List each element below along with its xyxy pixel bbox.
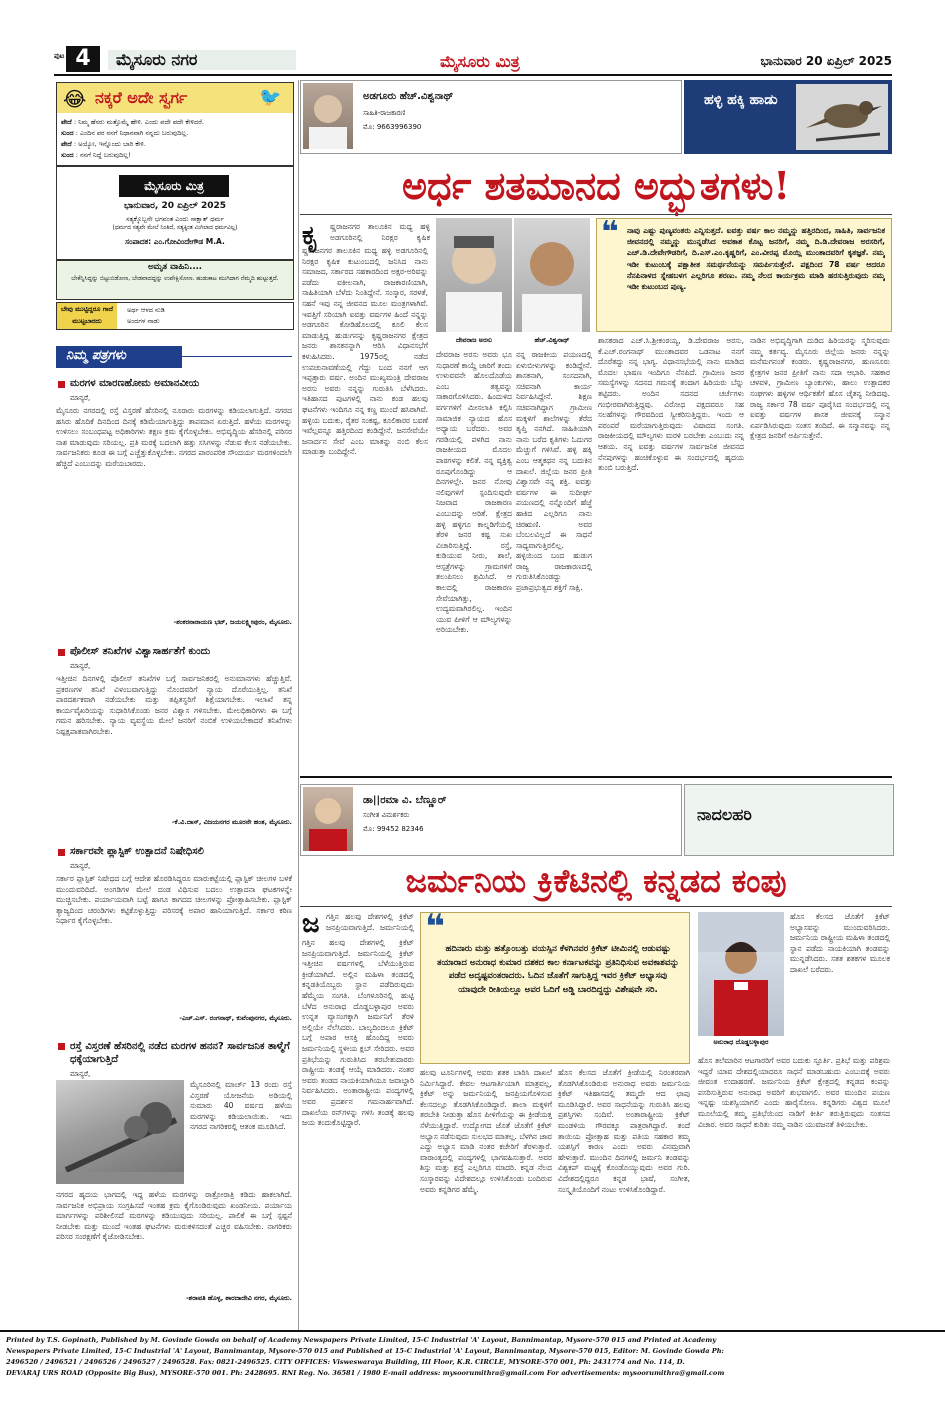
article1-photo-right bbox=[514, 218, 590, 332]
dialogue-line: ಸುಂದ : ನನಗೆ ನಿದ್ದೆ ಬರುವುದಿಲ್ಲ! bbox=[61, 151, 131, 159]
letter-body: ಸರ್ಕಾರ ಪ್ಲಾಸ್ಟಿಕ್ ನಿಷೇಧದ ಬಗ್ಗೆ ಆದೇಶ ಹೊರಡಿಸಿದ್ದರೂ ಮಾರುಕಟ್ಟೆಯಲ್ಲಿ ಪ್ಲಾಸ್ಟಿಕ್ ಚೀಲಗಳ ಬಳಕೆ ಮುಂದುವರಿದಿದೆ. ಅಂಗಡಿಗಳ ಮೇಲೆ ದಂಡ ವಿಧಿಸುವ ಬದಲು ಉತ್ಪಾದನಾ ಘಟಕಗಳನ್ನೇ ಮುಚ್ಚಿಸಬೇಕು. ಪರ್ಯಾಯವಾಗಿ ಬಟ್ಟೆ ಹಾಗೂ ಕಾಗದದ ಚೀಲಗಳನ್ನು ಪ್ರೋತ್ಸಾಹಿಸಬೇಕು. ಪ್ಲಾಸ್ಟಿಕ್ ತ್ಯಾಜ್ಯದಿಂದ ಚರಂಡಿಗಳು ಕಟ್ಟಿಕೊಳ್ಳುತ್ತಿದ್ದು ಪರಿಸರಕ್ಕೆ ಅಪಾರ ಹಾನಿಯಾಗುತ್ತಿದೆ. ಸರ್ಕಾರ ಕಠಿಣ ನಿರ್ಧಾರ ಕೈಗೊಳ್ಳಬೇಕು. bbox=[56, 874, 292, 926]
proverb-right-1: ಅರ್ಥ ಆಳದ ನುಡಿ bbox=[127, 306, 165, 314]
pullquote-text: ಹದಿನಾರು ಮತ್ತು ಹತ್ತೊಂಬತ್ತು ವಯಸ್ಸಿನ ಕೆಳಗಿನವರ ಕ್ರಿಕೆಟ್ ಟೀಮಿನಲ್ಲಿ ಆಡುವಷ್ಟು ತಯಾರಾದ ಅನುರಾಧ ಕುಮಾರ ದಶಕದ ಕಾಲ ಕರ್ನಾಟಕವನ್ನು ಪ್ರತಿನಿಧಿಸುವ ಅವಕಾಶವನ್ನು ಪಡೆದ ಅದೃಷ್ಟವಂತರಾದರು. ಓದಿನ ಜೊತೆಗೆ ಸಾಗುತ್ತಿದ್ದ ಇವರ ಕ್ರಿಕೆಟ್ ಅಭ್ಯಾಸವು ಯಾವುದೇ ರೀತಿಯಲ್ಲೂ ಅವರ ಓದಿಗೆ ಅಡ್ಡಿ ಬಾರದಿದ್ದದ್ದು ವಿಶೇಷವೇ ಸರಿ. bbox=[436, 944, 680, 995]
article1-col1-cont: ಷ್ಣರಾಜನಗರ ತಾಲೂಕಿನ ಮಧ್ಯ ಹಳ್ಳಿ ಅಡಗೂರಿನಲ್ಲಿ ನಿರಕ್ಷರ ಕೃಷಿಕ ಕುಟುಂಬದಲ್ಲಿ ಜನಿಸಿದ ನಾನು ಸಮಾಜದ, ಸರ್ಕಾರದ ಸಹಕಾರದಿಂದ ಅಕ್ಷರ-ಅರಿವನ್ನು ಪಡೆದು ವಕೀಲನಾಗಿ, ರಾಜಕಾರಣಿಯಾಗಿ, ಸಾಹಿತಿಯಾಗಿ ಬೆಳೆದು ನಿಂತಿದ್ದೇನೆ. ಸಂಸ್ಕಾರ, ಸರಳತೆ, ಸಹನೆ ಇವು ನನ್ನ ಜೀವನದ ಮೂಲ ಮಂತ್ರಗಳಾಗಿವೆ. ಇವತ್ತಿಗೆ ಸರಿಯಾಗಿ ಐವತ್ತು ವರ್ಷಗಳ ಹಿಂದೆ ನನ್ನನ್ನು ಅಡಗೂರಿನ ಕೋಡಿಹೊಲದಲ್ಲಿ ಕೂಲಿ ಕೆಲಸ ಮಾಡುತ್ತಿದ್ದ ಹುಡುಗನನ್ನು ಕೃಷ್ಣರಾಜನಗರ ಕ್ಷೇತ್ರದ ಜನರು ಶಾಸಕನನ್ನಾಗಿ ಆರಿಸಿ ವಿಧಾನಸಭೆಗೆ ಕಳುಹಿಸಿದರು. 1975ರಲ್ಲಿ ನಡೆದ ಉಪಚುನಾವಣೆಯಲ್ಲಿ ಗೆದ್ದು ಬಂದ ನನಗೆ ಆಗ ಇಪ್ಪತ್ತಾರು ವರ್ಷ. ಅಂದಿನ ಮುಖ್ಯಮಂತ್ರಿ ದೇವರಾಜ ಅರಸು ಅವರು ನನ್ನನ್ನು ಗುರುತಿಸಿ ಬೆಳೆಸಿದರು. ಇತಿಹಾಸದ ಪುಟಗಳಲ್ಲಿ ನಾನು ಕಂಡ ಹಲವು ಘಟನೆಗಳು ಇಂದಿಗೂ ನನ್ನ ಕಣ್ಣ ಮುಂದೆ ಹಸಿರಾಗಿವೆ. ಹಳ್ಳಿಯ ಬದುಕು, ರೈತರ ಸಂಕಷ್ಟ, ಕೂಲಿಕಾರರ ಬವಣೆ ಇವೆಲ್ಲವನ್ನೂ ಹತ್ತಿರದಿಂದ ಕಂಡಿದ್ದೇನೆ. ಜನಸೇವೆಯೇ ಜನಾರ್ದನ ಸೇವೆ ಎಂಬ ಮಾತನ್ನು ನಂಬಿ ಕೆಲಸ ಮಾಡುತ್ತಾ ಬಂದಿದ್ದೇನೆ. bbox=[302, 246, 428, 457]
byline-role: ಸಾಹಿತಿ-ರಾಜಕಾರಣಿ bbox=[363, 109, 406, 117]
pullquote-text: ನಾವು ಎಷ್ಟು ಪುಣ್ಯವಂತರು ಎನ್ನಿಸುತ್ತದೆ. ಐವತ್ತು ವರ್ಷ ಕಾಲ ನಮ್ಮನ್ನು ಹತ್ತಿರದಿಂದ, ಸಾಹಿತಿ, ಸಾರ್ವಜನಿಕ ಜೀವನದಲ್ಲಿ ನಮ್ಮನ್ನು ಮುನ್ನಡೆಸಿದ ಅವಕಾಶ ಕೊಟ್ಟ ಜನರಿಗೆ, ನಮ್ಮ ದಿ.ಡಿ.ದೇವರಾಜ ಅರಸರಿಗೆ, ಎಚ್.ಡಿ.ದೇವೇಗೌಡರಿಗೆ, ದಿ.ಎಸ್.ಎಂ.ಕೃಷ್ಣರಿಗೆ, ಎಂ.ವೀರಪ್ಪ ಮೊಯ್ಲಿ ಮುಂತಾದವರಿಗೆ ಕೃತಜ್ಞತೆ. ನಮ್ಮ ಇಡೀ ಕುಟುಂಬಕ್ಕೆ ಪಕ್ಷಾತೀತ ಸಮರ್ಥನೆಯನ್ನು ಸಮರ್ಪಿಸುತ್ತೇನೆ. ಪಕ್ಷದಿಂದ 78 ವರ್ಷ ಆದರೂ ನೆನಪಿನಾಳದ ಸ್ನೇಹಬಳಗ ಎಲ್ಲರಿಗೂ ಶರಣು. ನಮ್ಮ ನೆಲದ ಕಾರ್ಯಕ್ರಮ ಮಾಡಿ ಹರಸುತ್ತಿರುವುದು ನಮ್ಮ ಇಡೀ ಕುಟುಂಬದ ಪುಣ್ಯ. bbox=[627, 226, 885, 292]
paper-logo: ಮೈಸೂರು ಮಿತ್ರ bbox=[440, 52, 520, 71]
dialogue-line: ಸುಂದ : ಎಂದಿನ ಪರ ನನಗೆ ನಿಧಾನವಾಗಿ ನನ್ನದು ಬರುವುದಿಲ್ಲ. bbox=[61, 129, 189, 137]
fallen-tree-illustration bbox=[56, 1080, 184, 1184]
article2-col4: ಹೊಸ ತಲೆಮಾರಿನ ಆಟಗಾರರಿಗೆ ಅವರ ಬದುಕು ಸ್ಫೂರ್ತಿ. ಪ್ರತಿಭೆ ಮತ್ತು ಪರಿಶ್ರಮ ಇದ್ದರೆ ಯಾವ ದೇಶದಲ್ಲಿಯಾದರೂ ಸಾಧನೆ ಮಾಡಬಹುದು ಎಂಬುದಕ್ಕೆ ಅವರು ಜೀವಂತ ಉದಾಹರಣೆ. ಜರ್ಮನಿಯ ಕ್ರಿಕೆಟ್ ಕ್ಷೇತ್ರದಲ್ಲಿ ಕನ್ನಡದ ಕಂಪನ್ನು ಪಸರಿಸುತ್ತಿರುವ ಅನುರಾಧ ಅವರಿಗೆ ಶುಭವಾಗಲಿ. ಅವರ ಮುಂದಿನ ಪಯಣ ಇನ್ನಷ್ಟು ಯಶಸ್ವಿಯಾಗಲಿ ಎಂದು ಹಾರೈಸೋಣ. ಕನ್ನಡಿಗರು ವಿಶ್ವದ ಮೂಲೆ ಮೂಲೆಯಲ್ಲಿ ತಮ್ಮ ಪ್ರತಿಭೆಯಿಂದ ನಾಡಿಗೆ ಕೀರ್ತಿ ತರುತ್ತಿರುವುದು ಸಂತಸದ ವಿಚಾರ. ಅವರ ಸಾಧನೆ ಕುರಿತು ನಮ್ಮ ನಾಡಿನ ಯುವಜನತೆ ತಿಳಿಯಬೇಕು. bbox=[698, 1056, 890, 1129]
bird-photo bbox=[796, 84, 888, 150]
article2-col1: ಗತ್ತಿನ ಹಲವು ದೇಶಗಳಲ್ಲಿ ಕ್ರಿಕೆಟ್ ಜನಪ್ರಿಯವಾಗುತ್ತಿದೆ. ಜರ್ಮನಿಯಲ್ಲಿ bbox=[326, 912, 414, 932]
quote-mark-icon: ❝ bbox=[601, 215, 619, 250]
headline-rule bbox=[300, 906, 892, 907]
dateline-box bbox=[56, 166, 294, 260]
article1-col1: ಷ್ಣರಾಜನಗರ ತಾಲೂಕಿನ ಮಧ್ಯ ಹಳ್ಳಿ ಅಡಗೂರಿನಲ್ಲಿ ನಿರಕ್ಷರ ಕೃಷಿಕ bbox=[330, 222, 430, 242]
editor-label: ಸಂಪಾದಕ: bbox=[125, 237, 152, 246]
page-label: ಪುಟ bbox=[54, 52, 65, 60]
fallen-tree-photo bbox=[56, 1080, 184, 1184]
author-photo bbox=[303, 787, 353, 851]
imprint-line-2: Newspapers Private Limited, 15-C Industrial 'A' Layout, Bannimantap, Mysore-570 015 and Published at 15-C Industrial 'A' Layout, Bannimantap, Mysore-570 015, Editor: M. Govinde Gowda Ph: bbox=[6, 1347, 724, 1355]
proverb-box bbox=[56, 302, 294, 330]
proverb-left: ಬೇವು ಮುಟ್ಟಿದ್ದರೂ ಗಾದೆ ಮುಟ್ಟಬಾರದು bbox=[57, 303, 117, 329]
letter-photo-text: ಮೈಸೂರಿನಲ್ಲಿ ಮಾರ್ಚ್ 13 ರಂದು ರಸ್ತೆ ವಿಸ್ತರಣೆ ಯೋಜನೆಯ ಅಡಿಯಲ್ಲಿ ಸುಮಾರು 40 ವರ್ಷದ ಹಳೆಯ ಮರಗಳನ್ನು ಕಡಿಯಲಾಯಿತು. ಇದು ನಗರದ ನಾಗರಿಕರಲ್ಲಿ ಆತಂಕ ಮೂಡಿಸಿದೆ. bbox=[190, 1080, 292, 1132]
article1-drop-cap: ಕೃ bbox=[302, 221, 319, 251]
letter-bullet bbox=[58, 649, 65, 656]
page-number: 4 bbox=[66, 46, 100, 72]
article2-col2: ಹಲವು ಟೂರ್ನಿಗಳಲ್ಲಿ ಅವರು ಶತಕ ಬಾರಿಸಿ ದಾಖಲೆ ನಿರ್ಮಿಸಿದ್ದಾರೆ. ಕೇವಲ ಆಟಗಾರ್ತಿಯಾಗಿ ಮಾತ್ರವಲ್ಲ, ಕ್ರಿಕೆಟ್ ಅನ್ನು ಜರ್ಮನಿಯಲ್ಲಿ ಜನಪ್ರಿಯಗೊಳಿಸುವ ಕೆಲಸದಲ್ಲೂ ತೊಡಗಿಸಿಕೊಂಡಿದ್ದಾರೆ. ಶಾಲಾ ಮಕ್ಕಳಿಗೆ ತರಬೇತಿ ನೀಡುತ್ತಾ ಹೊಸ ಪೀಳಿಗೆಯನ್ನು ಈ ಕ್ರೀಡೆಯತ್ತ ಸೆಳೆಯುತ್ತಿದ್ದಾರೆ. ಉದ್ಯೋಗದ ಜೊತೆ ಜೊತೆಗೆ ಕ್ರಿಕೆಟ್ ಅಭ್ಯಾಸ ನಡೆಸುವುದು ಸುಲಭದ ಮಾತಲ್ಲ. ಬೆಳಗಿನ ಜಾವ ಎದ್ದು ಅಭ್ಯಾಸ ಮಾಡಿ ನಂತರ ಕಚೇರಿಗೆ ತೆರಳುತ್ತಾರೆ. ವಾರಾಂತ್ಯದಲ್ಲಿ ಪಂದ್ಯಗಳಲ್ಲಿ ಭಾಗವಹಿಸುತ್ತಾರೆ. ಅವರ ಶಿಸ್ತು ಮತ್ತು ಶ್ರದ್ಧೆ ಎಲ್ಲರಿಗೂ ಮಾದರಿ. ಕನ್ನಡ ನೆಲದ ಸಂಸ್ಕಾರವನ್ನು ವಿದೇಶದಲ್ಲೂ ಉಳಿಸಿಕೊಂಡು ಬಂದಿರುವ ಅವರು ಕನ್ನಡಿಗರ ಹೆಮ್ಮೆ. bbox=[420, 1068, 552, 1194]
author-photo bbox=[303, 83, 353, 149]
article1-headline: ಅರ್ಧ ಶತಮಾನದ ಅದ್ಭುತಗಳು! bbox=[401, 163, 791, 208]
photo-caption: ಅನುರಾಧ ದೊಡ್ಡಬಳ್ಳಾಪುರ bbox=[713, 1038, 769, 1046]
letter-headline: ಸರ್ಕಾರವೇ ಪ್ಲಾಸ್ಟಿಕ್ ಉತ್ಪಾದನೆ ನಿಷೇಧಿಸಲಿ bbox=[70, 846, 204, 857]
byline-role: ಸಂಗೀತ ವಿಮರ್ಶಕರು bbox=[363, 811, 410, 819]
amrutha-box bbox=[56, 260, 294, 300]
letter-headline: ಪೊಲೀಸ್ ತನಿಖೆಗಳ ವಿಶ್ವಾಸಾರ್ಹತೆಗೆ ಕುಂದು bbox=[70, 646, 211, 657]
article2-side-text: ಹೊಸ ಕೆಲಸದ ಜೊತೆಗೆ ಕ್ರಿಕೆಟ್ ಅಭ್ಯಾಸವನ್ನು ಮುಂದುವರಿಸಿದರು. ಜರ್ಮನಿಯ ರಾಷ್ಟ್ರೀಯ ಮಹಿಳಾ ತಂಡದಲ್ಲಿ ಸ್ಥಾನ ಪಡೆದು ನಾಯಕಿಯಾಗಿ ತಂಡವನ್ನು ಮುನ್ನಡೆಸಿದರು. ಸತತ ಶತಕಗಳ ಮೂಲಕ ದಾಖಲೆ ಬರೆದರು. bbox=[790, 912, 890, 974]
byline-name: ಡಾ||ರಮಾ ವಿ. ಬೆಣ್ಣೂರ್ bbox=[363, 795, 447, 806]
masthead-rule bbox=[54, 74, 892, 76]
letter-body: ಇತ್ತೀಚಿನ ದಿನಗಳಲ್ಲಿ ಪೊಲೀಸ್ ತನಿಖೆಗಳ ಬಗ್ಗೆ ಸಾರ್ವಜನಿಕರಲ್ಲಿ ಅನುಮಾನಗಳು ಹೆಚ್ಚುತ್ತಿವೆ. ಪ್ರಕರಣಗಳ ತನಿಖೆ ವಿಳಂಬವಾಗುತ್ತಿದ್ದು ನೊಂದವರಿಗೆ ನ್ಯಾಯ ದೊರೆಯುತ್ತಿಲ್ಲ. ತನಿಖೆ ಪಾರದರ್ಶಕವಾಗಿ ನಡೆಯಬೇಕು ಮತ್ತು ತಪ್ಪಿತಸ್ಥರಿಗೆ ಶಿಕ್ಷೆಯಾಗಬೇಕು. ಇಲಾಖೆ ತನ್ನ ಕಾರ್ಯವೈಖರಿಯನ್ನು ಸುಧಾರಿಸಿಕೊಂಡು ಜನರ ವಿಶ್ವಾಸ ಗಳಿಸಬೇಕು. ಮೇಲಧಿಕಾರಿಗಳು ಈ ಬಗ್ಗೆ ಗಮನ ಹರಿಸಬೇಕು. ನ್ಯಾಯ ವ್ಯವಸ್ಥೆಯ ಮೇಲೆ ಜನರಿಗೆ ನಂಬಿಕೆ ಉಳಿಯಬೇಕಾದರೆ ತನಿಖೆಗಳು ನಿಷ್ಪಕ್ಷಪಾತವಾಗಿರಬೇಕು. bbox=[56, 674, 292, 736]
article1-byline bbox=[300, 80, 682, 154]
photo-caption-left: ದೇವರಾಜ ಅರಸು bbox=[455, 336, 493, 344]
letter-signature: -ಕೆ.ವಿ.ದಾಸ್, ವಿಜಯನಗರ ಮೂರನೇ ಹಂತ, ಮೈಸೂರು. bbox=[171, 818, 292, 826]
dateline-motto-meaning: (ಧರ್ಮದ ಸತ್ಯವೇ ಮೇಲೆ ನಿಂತಿದೆ, ಸತ್ಯಕ್ಕಿಂತ ಮಿಗಿಲಾದ ಧರ್ಮವಿಲ್ಲ) bbox=[112, 225, 238, 231]
dateline-date: ಭಾನುವಾರ, 20 ಏಪ್ರಿಲ್ 2025 bbox=[123, 201, 227, 211]
column-title-box bbox=[684, 80, 892, 154]
photo-caption-right: ಹೆಚ್.ವಿಶ್ವನಾಥ್ bbox=[534, 336, 570, 344]
letter-signature: -ಶರಾವತಿ ಹೊಳ್ಳ, ಶಾರದಾದೇವಿ ನಗರ, ಮೈಸೂರು. bbox=[185, 1294, 292, 1302]
article1-col5: ನಾಡಿನ ಅಭಿವೃದ್ಧಿಗಾಗಿ ದುಡಿದ ಹಿರಿಯರನ್ನು ಸ್ಮರಿಸುವುದು ನಮ್ಮ ಕರ್ತವ್ಯ. ಮೈಸೂರು ಜಿಲ್ಲೆಯ ಜನರು ನನ್ನನ್ನು ಮನೆಮಗನಂತೆ ಕಂಡರು. ಕೃಷ್ಣರಾಜನಗರ, ಹುಣಸೂರು ಕ್ಷೇತ್ರಗಳ ಜನರ ಪ್ರೀತಿಗೆ ನಾನು ಸದಾ ಆಭಾರಿ. ಸಹಕಾರ ಚಳವಳಿ, ಗ್ರಾಮೀಣ ಬ್ಯಾಂಕುಗಳು, ಹಾಲು ಉತ್ಪಾದಕರ ಸಂಘಗಳು ಹಳ್ಳಿಗಳ ಆರ್ಥಿಕತೆಗೆ ಹೊಸ ಚೈತನ್ಯ ನೀಡಿದವು. ರಾಜ್ಯ ಸರ್ಕಾರ 78 ವರ್ಷ ಪೂರೈಸಿದ ಸಂದರ್ಭದಲ್ಲಿ ನನ್ನ ಐವತ್ತು ವರ್ಷಗಳ ಶಾಸಕ ಜೀವನಕ್ಕೆ ಸನ್ಮಾನ ಏರ್ಪಡಿಸಿರುವುದು ಸಂತಸ ತಂದಿದೆ. ಈ ಸನ್ಮಾನವನ್ನು ನನ್ನ ಕ್ಷೇತ್ರದ ಜನರಿಗೆ ಅರ್ಪಿಸುತ್ತೇನೆ. bbox=[750, 336, 890, 441]
letter-3 bbox=[56, 846, 292, 1031]
column-title: ನಾದಲಹರಿ bbox=[697, 805, 752, 824]
dialogue-line: ಪೇದೆ : ಅಯ್ಯೋ, ಇನ್ನೊಂದು ಬಾರಿ ಕೇಳಿ. bbox=[61, 140, 146, 148]
letter-2 bbox=[56, 646, 292, 836]
byline-name: ಅಡಗೂರು ಹೆಚ್.ವಿಶ್ವನಾಥ್ bbox=[363, 91, 454, 102]
letter-signature: -ಎಚ್.ಎಸ್. ರಂಗನಾಥ್, ಕುವೆಂಪುನಗರ, ಮೈಸೂರು. bbox=[179, 1014, 292, 1022]
article1-photo-left bbox=[436, 218, 512, 332]
humor-box-title: ನಕ್ಕರೆ ಅದೇ ಸ್ವರ್ಗ bbox=[95, 88, 188, 107]
headline-rule bbox=[300, 214, 892, 215]
humor-box bbox=[56, 82, 294, 166]
article2-pullquote bbox=[420, 907, 690, 1064]
imprint-line-4: DEVARAJ URS ROAD (Opposite Big Bus), MYSORE-570 001. Ph: 2428695. RNI Reg. No. 36581 / 1980 E-mail address: mysoorumithra@gmail.com For advertisements: mysoorumithra@gmail.com bbox=[6, 1369, 725, 1377]
article2-headline: ಜರ್ಮನಿಯ ಕ್ರಿಕೆಟಿನಲ್ಲಿ ಕನ್ನಡದ ಕಂಪು bbox=[405, 862, 787, 900]
letter-headline: ರಸ್ತೆ ವಿಸ್ತರಣೆ ಹೆಸರಿನಲ್ಲಿ ನಡೆದ ಮರಗಳ ಹನನ? ಸಾರ್ವಜನಿಕ ತಾಳ್ಮೆಗೆ ಧಕ್ಕೆಯಾಗುತ್ತಿದೆ bbox=[70, 1041, 290, 1065]
cricketer-photo bbox=[698, 912, 784, 1036]
letter-salutation: ಮಾನ್ಯರೆ, bbox=[70, 394, 91, 402]
byline-phone: ಮೊ: 99452 82346 bbox=[363, 825, 424, 833]
date-line: ಭಾನುವಾರ 20 ಏಪ್ರಿಲ್ 2025 bbox=[760, 54, 892, 68]
section-title: ಮೈಸೂರು ನಗರ bbox=[108, 50, 296, 70]
letter-body: ಮೈಸೂರು ನಗರದಲ್ಲಿ ರಸ್ತೆ ವಿಸ್ತರಣೆ ಹೆಸರಿನಲ್ಲಿ ನೂರಾರು ಮರಗಳನ್ನು ಕಡಿಯಲಾಗುತ್ತಿದೆ. ನಗರದ ಹಸಿರು ಹೊದಿಕೆ ದಿನದಿಂದ ದಿನಕ್ಕೆ ಕಡಿಮೆಯಾಗುತ್ತಿದ್ದು ತಾಪಮಾನ ಏರುತ್ತಿದೆ. ಹಳೆಯ ಮರಗಳನ್ನು ಉಳಿಸಲು ಸಂಬಂಧಪಟ್ಟ ಅಧಿಕಾರಿಗಳು ತಕ್ಷಣ ಕ್ರಮ ಕೈಗೊಳ್ಳಬೇಕು. ಅಭಿವೃದ್ಧಿಯ ಹೆಸರಿನಲ್ಲಿ ಪರಿಸರ ನಾಶ ಮಾಡುವುದು ಸರಿಯಲ್ಲ. ಪ್ರತಿ ಮರಕ್ಕೆ ಬದಲಾಗಿ ಹತ್ತು ಸಸಿಗಳನ್ನು ನೆಡುವ ಕೆಲಸ ನಡೆಯಬೇಕು. ಸಾರ್ವಜನಿಕರು ಕೂಡ ಈ ಬಗ್ಗೆ ಎಚ್ಚೆತ್ತುಕೊಳ್ಳಬೇಕು. ನಗರದ ಪಾರಂಪರಿಕ ಸೌಂದರ್ಯ ಮರಗಳಿಂದಲೇ ಹೆಚ್ಚಿದೆ ಎಂಬುದನ್ನು ಮರೆಯಬಾರದು. bbox=[56, 406, 292, 468]
letter-1 bbox=[56, 378, 292, 633]
letter-bullet bbox=[58, 381, 65, 388]
imprint bbox=[6, 1335, 939, 1379]
letter-bullet bbox=[58, 1043, 65, 1050]
letter-headline: ಮರಗಳ ಮಾರಣಹೋಮ ಅಮಾನವೀಯ bbox=[70, 378, 200, 389]
letter-salutation: ಮಾನ್ಯರೆ, bbox=[70, 862, 91, 870]
byline-phone: ಮೊ: 9663996390 bbox=[363, 123, 422, 131]
letters-header-rule bbox=[182, 356, 292, 357]
article2-photo bbox=[698, 912, 784, 1036]
article2-byline bbox=[300, 784, 682, 856]
quote-mark-icon: ❝ bbox=[425, 907, 445, 947]
column-title: ಹಳ್ಳಿ ಹಕ್ಕಿ ಹಾಡು bbox=[704, 92, 778, 108]
letter-salutation: ಮಾನ್ಯರೆ, bbox=[70, 662, 91, 670]
humor-dialogue bbox=[61, 117, 289, 161]
amrutha-text: ಬೇಕೆನ್ನಿಸಿದ್ದನ್ನು ಬಿಟ್ಟುಬಿಡೋಣ, ಬೇಡವಾದದ್ದನ್ನು ಉಪೇಕ್ಷಿಸೋಣ. ಹುಡುಕಾಟ ಮುಗಿದಾಗ ನೆಮ್ಮದಿ ಹುಟ್ಟುತ್ತದೆ. bbox=[71, 275, 279, 282]
section-rule bbox=[300, 776, 892, 778]
column-title-box bbox=[684, 784, 894, 856]
footer-rule bbox=[0, 1330, 945, 1332]
letter-body: ನಗರದ ಹೃದಯ ಭಾಗದಲ್ಲಿ ಇದ್ದ ಹಳೆಯ ಮರಗಳನ್ನು ರಾತ್ರೋರಾತ್ರಿ ಕಡಿದು ಹಾಕಲಾಗಿದೆ. ಸಾರ್ವಜನಿಕ ಅಭಿಪ್ರಾಯ ಸಂಗ್ರಹಿಸದೆ ಇಂತಹ ಕ್ರಮ ಕೈಗೊಂಡಿರುವುದು ಖಂಡನೀಯ. ಪರ್ಯಾಯ ಮಾರ್ಗಗಳನ್ನು ಪರಿಶೀಲಿಸದೆ ಮರಗಳನ್ನು ಕಡಿಯುವುದು ಸರಿಯಲ್ಲ. ಪಾಲಿಕೆ ಈ ಬಗ್ಗೆ ಸ್ಪಷ್ಟನೆ ನೀಡಬೇಕು ಮತ್ತು ಮುಂದೆ ಇಂತಹ ಘಟನೆಗಳು ಮರುಕಳಿಸದಂತೆ ಎಚ್ಚರ ವಹಿಸಬೇಕು. ನಾಗರಿಕರು ಪರಿಸರ ಸಂರಕ್ಷಣೆಗೆ ಕೈಜೋಡಿಸಬೇಕು. bbox=[56, 1190, 292, 1242]
bird-icon bbox=[796, 84, 888, 150]
proverb-right-2: ಅಂದಗಳ ನಾಡು bbox=[127, 317, 160, 325]
letters-section-header bbox=[56, 346, 182, 368]
dateline-logo: ಮೈಸೂರು ಮಿತ್ರ bbox=[119, 175, 229, 197]
humor-box-header bbox=[57, 83, 293, 113]
article2-col3: ಹೊಸ ಕೆಲಸದ ಜೊತೆಗೆ ಕ್ರೀಡೆಯಲ್ಲಿ ನಿರಂತರವಾಗಿ ತೊಡಗಿಸಿಕೊಂಡಿರುವ ಅನುರಾಧ ಅವರು ಜರ್ಮನಿಯ ಕ್ರಿಕೆಟ್ ಇತಿಹಾಸದಲ್ಲಿ ತಮ್ಮದೇ ಆದ ಛಾಪು ಮೂಡಿಸಿದ್ದಾರೆ. ಅವರ ಸಾಧನೆಯನ್ನು ಗುರುತಿಸಿ ಹಲವು ಪ್ರಶಸ್ತಿಗಳು ಸಂದಿವೆ. ಅಂತಾರಾಷ್ಟ್ರೀಯ ಕ್ರಿಕೆಟ್ ಮಂಡಳಿಯ ಗೌರವಕ್ಕೂ ಪಾತ್ರರಾಗಿದ್ದಾರೆ. ತಂದೆ ತಾಯಿಯ ಪ್ರೋತ್ಸಾಹ ಮತ್ತು ಪತಿಯ ಸಹಕಾರ ತಮ್ಮ ಯಶಸ್ಸಿಗೆ ಕಾರಣ ಎಂದು ಅವರು ವಿನಮ್ರವಾಗಿ ಹೇಳುತ್ತಾರೆ. ಮುಂದಿನ ದಿನಗಳಲ್ಲಿ ಜರ್ಮನಿ ತಂಡವನ್ನು ವಿಶ್ವಕಪ್ ಮಟ್ಟಕ್ಕೆ ಕೊಂಡೊಯ್ಯುವುದು ಅವರ ಗುರಿ. ವಿದೇಶದಲ್ಲಿದ್ದರೂ ಕನ್ನಡ ಭಾಷೆ, ಸಂಗೀತ, ಸಂಸ್ಕೃತಿಯೊಂದಿಗೆ ನಂಟು ಉಳಿಸಿಕೊಂಡಿದ್ದಾರೆ. bbox=[558, 1068, 690, 1194]
dateline-motto: ಸತ್ಯಕ್ಕೊಬ್ಬನೇ ಭಗವಂತ ಎಂದು ಸಾಕ್ಷಾತ್ ಧರ್ಮ bbox=[126, 215, 224, 223]
article1-col3: ನನ್ನ ರಾಜಕೀಯ ಪಯಣದಲ್ಲಿ ಏಳುಬೀಳುಗಳನ್ನು ಕಂಡಿದ್ದೇನೆ. ಶಾಸಕನಾಗಿ, ಸಂಸದನಾಗಿ, ಸಚಿವನಾಗಿ ಕಾರ್ಯ ನಿರ್ವಹಿಸಿದ್ದೇನೆ. ಶಿಕ್ಷಣ ಸಚಿವನಾಗಿದ್ದಾಗ ಗ್ರಾಮೀಣ ಮಕ್ಕಳಿಗೆ ಶಾಲೆಗಳನ್ನು ತೆರೆದ ತೃಪ್ತಿ ನನಗಿದೆ. ಸಾಹಿತಿಯಾಗಿ ನಾನು ಬರೆದ ಕೃತಿಗಳು ಓದುಗರ ಮೆಚ್ಚುಗೆ ಗಳಿಸಿವೆ. ಹಳ್ಳಿ ಹಕ್ಕಿ ಎಂಬ ಆತ್ಮಕಥನ ನನ್ನ ಬದುಕಿನ ದಾಖಲೆ. ಜಿಲ್ಲೆಯ ಜನರ ಪ್ರೀತಿ ವಿಶ್ವಾಸವೇ ನನ್ನ ಶಕ್ತಿ. ಐವತ್ತು ವರ್ಷಗಳ ಈ ಸುದೀರ್ಘ ಪಯಣದಲ್ಲಿ ನನ್ನೊಂದಿಗೆ ಹೆಜ್ಜೆ ಹಾಕಿದ ಎಲ್ಲರಿಗೂ ನಾನು ಚಿರಋಣಿ. ಅವರ ಬೆಂಬಲವಿಲ್ಲದೆ ಈ ಸಾಧನೆ ಸಾಧ್ಯವಾಗುತ್ತಿರಲಿಲ್ಲ. ಹಳ್ಳಿಯಿಂದ ಬಂದ ಹುಡುಗ ರಾಜ್ಯ ರಾಜಕಾರಣದಲ್ಲಿ ಗುರುತಿಸಿಕೊಂಡದ್ದು ಪ್ರಜಾಪ್ರಭುತ್ವದ ಶಕ್ತಿಗೆ ಸಾಕ್ಷಿ. bbox=[516, 350, 592, 593]
article1-col4: ಶಾಸಕರಾದ ಎಚ್.ಸಿ.ಶ್ರೀಕಂಠಯ್ಯ, ಡಿ.ದೇವರಾಜ ಅರಸು, ಕೆ.ಎಚ್.ರಂಗನಾಥ್ ಮುಂತಾದವರ ಒಡನಾಟ ನನಗೆ ದೊರೆತದ್ದು ನನ್ನ ಭಾಗ್ಯ. ವಿಧಾನಸಭೆಯಲ್ಲಿ ನಾನು ಮಾಡಿದ ಮೊದಲ ಭಾಷಣ ಇಂದಿಗೂ ನೆನಪಿದೆ. ಗ್ರಾಮೀಣ ಜನರ ಸಮಸ್ಯೆಗಳನ್ನು ಸದನದ ಗಮನಕ್ಕೆ ತಂದಾಗ ಹಿರಿಯರು ಬೆನ್ನು ತಟ್ಟಿದರು. ಅಂದಿನ ಸದನದ ಚರ್ಚೆಗಳು ಗಂಭೀರವಾಗಿರುತ್ತಿದ್ದವು. ವಿರೋಧ ಪಕ್ಷದವರೂ ಸಹ ಸಲಹೆಗಳನ್ನು ಗೌರವದಿಂದ ಸ್ವೀಕರಿಸುತ್ತಿದ್ದರು. ಇಂದು ಆ ಪರಂಪರೆ ಮರೆಯಾಗುತ್ತಿರುವುದು ವಿಷಾದದ ಸಂಗತಿ. ರಾಜಕೀಯದಲ್ಲಿ ಮೌಲ್ಯಗಳು ಮರಳಿ ಬರಬೇಕು ಎಂಬುದು ನನ್ನ ಆಶಯ. ನನ್ನ ಐವತ್ತು ವರ್ಷಗಳ ಸಾರ್ವಜನಿಕ ಜೀವನದ ನೆನಪುಗಳನ್ನು ಹಂಚಿಕೊಳ್ಳುವ ಈ ಸಂದರ್ಭದಲ್ಲಿ ಹೃದಯ ತುಂಬಿ ಬರುತ್ತಿದೆ. bbox=[598, 336, 744, 473]
article2-drop-cap: ಜ bbox=[302, 909, 320, 939]
letter-salutation: ಮಾನ್ಯರೆ, bbox=[70, 1070, 91, 1078]
letters-section-title: ನಿಮ್ಮ ಪತ್ರಗಳು bbox=[66, 348, 126, 363]
editor-line bbox=[57, 237, 293, 247]
letter-signature: -ಶಂಕರನಾರಾಯಣ ಭಟ್, ಜಯಲಕ್ಷ್ಮೀಪುರಂ, ಮೈಸೂರು. bbox=[173, 618, 292, 626]
article1-pullquote bbox=[596, 215, 892, 332]
bird-cartoon-icon: 🐦 bbox=[259, 87, 282, 108]
editor-name: ಎಂ.ಗೋವಿಂದೇಗೌಡ M.A. bbox=[153, 237, 225, 246]
sidebar-divider bbox=[298, 80, 299, 1330]
imprint-line-1: Printed by T.S. Gopinath, Published by M. Govinde Gowda on behalf of Academy Newspapers Private Limited, 15-C Industrial 'A' Layout, Bannimantap, Mysore-570 015 and Printed at Academy bbox=[6, 1336, 717, 1344]
article2-col1-cont: ಗತ್ತಿನ ಹಲವು ದೇಶಗಳಲ್ಲಿ ಕ್ರಿಕೆಟ್ ಜನಪ್ರಿಯವಾಗುತ್ತಿದೆ. ಜರ್ಮನಿಯಲ್ಲಿ ಕ್ರಿಕೆಟ್ ಇತ್ತೀಚಿನ ವರ್ಷಗಳಲ್ಲಿ ಬೆಳೆಯುತ್ತಿರುವ ಕ್ರೀಡೆಯಾಗಿದೆ. ಅಲ್ಲಿನ ಮಹಿಳಾ ತಂಡದಲ್ಲಿ ಕನ್ನಡತಿಯೊಬ್ಬರು ಸ್ಥಾನ ಪಡೆದಿರುವುದು ಹೆಮ್ಮೆಯ ಸಂಗತಿ. ಬೆಂಗಳೂರಿನಲ್ಲಿ ಹುಟ್ಟಿ ಬೆಳೆದ ಅನುರಾಧ ದೊಡ್ಡಬಳ್ಳಾಪುರ ಅವರು ಉನ್ನತ ವ್ಯಾಸಂಗಕ್ಕಾಗಿ ಜರ್ಮನಿಗೆ ತೆರಳಿ ಅಲ್ಲಿಯೇ ನೆಲೆಸಿದರು. ಬಾಲ್ಯದಿಂದಲೂ ಕ್ರಿಕೆಟ್ ಬಗ್ಗೆ ಅಪಾರ ಆಸಕ್ತಿ ಹೊಂದಿದ್ದ ಅವರು ಜರ್ಮನಿಯಲ್ಲಿ ಸ್ಥಳೀಯ ಕ್ಲಬ್ ಸೇರಿದರು. ಅವರ ಪ್ರತಿಭೆಯನ್ನು ಗುರುತಿಸಿದ ತರಬೇತುದಾರರು ರಾಷ್ಟ್ರೀಯ ತಂಡಕ್ಕೆ ಆಯ್ಕೆ ಮಾಡಿದರು. ನಂತರ ಅವರು ತಂಡದ ನಾಯಕಿಯಾಗಿಯೂ ಜವಾಬ್ದಾರಿ ನಿರ್ವಹಿಸಿದರು. ಅಂತಾರಾಷ್ಟ್ರೀಯ ಪಂದ್ಯಗಳಲ್ಲಿ ಅವರ ಪ್ರದರ್ಶನ ಗಮನಾರ್ಹವಾಗಿದೆ. ದಾಖಲೆಯ ರನ್‌ಗಳನ್ನು ಗಳಿಸಿ ತಂಡಕ್ಕೆ ಹಲವು ಜಯ ತಂದುಕೊಟ್ಟಿದ್ದಾರೆ. bbox=[302, 938, 414, 1128]
article1-col2: ದೇವರಾಜ ಅರಸು ಅವರು ಭೂ ಸುಧಾರಣೆ ಕಾಯ್ದೆ ಜಾರಿಗೆ ತಂದು ಉಳುವವನೇ ಹೊಲದೊಡೆಯ ಎಂಬ ತತ್ವವನ್ನು ಸಾಕಾರಗೊಳಿಸಿದರು. ಹಿಂದುಳಿದ ವರ್ಗಗಳಿಗೆ ಮೀಸಲಾತಿ ಕಲ್ಪಿಸಿ ಸಾಮಾಜಿಕ ನ್ಯಾಯದ ಹೊಸ ಅಧ್ಯಾಯ ಬರೆದರು. ಅವರ ಗರಡಿಯಲ್ಲಿ ಪಳಗಿದ ನಾನು ರಾಜಕೀಯದ ಮೊದಲ ಪಾಠಗಳನ್ನು ಕಲಿತೆ. ನನ್ನ ವ್ಯಕ್ತಿತ್ವ ರೂಪುಗೊಂಡಿದ್ದು ಆ ದಿನಗಳಲ್ಲೇ. ಜನರ ನೋವು ನಲಿವುಗಳಿಗೆ ಸ್ಪಂದಿಸುವುದೇ ನಿಜವಾದ ರಾಜಕಾರಣ ಎಂಬುದನ್ನು ಅರಿತೆ. ಕ್ಷೇತ್ರದ ಹಳ್ಳಿ ಹಳ್ಳಿಗೂ ಕಾಲ್ನಡಿಗೆಯಲ್ಲಿ ತೆರಳಿ ಜನರ ಕಷ್ಟ ಸುಖ ವಿಚಾರಿಸುತ್ತಿದ್ದೆ. ರಸ್ತೆ, ಕುಡಿಯುವ ನೀರು, ಶಾಲೆ, ಆಸ್ಪತ್ರೆಗಳನ್ನು ಗ್ರಾಮಗಳಿಗೆ ತಲುಪಿಸಲು ಶ್ರಮಿಸಿದೆ. ಆ ಕಾಲದಲ್ಲಿ ರಾಜಕಾರಣ ಸೇವೆಯಾಗಿತ್ತು, ಉದ್ಯಮವಾಗಿರಲಿಲ್ಲ. ಇಂದಿನ ಯುವ ಪೀಳಿಗೆ ಆ ಮೌಲ್ಯಗಳನ್ನು ಅರಿಯಬೇಕು. bbox=[436, 350, 512, 635]
laughing-face-icon: 😂 bbox=[63, 87, 87, 111]
dialogue-line: ಪೇದೆ : ನಿಮ್ಮ ಹೆಸರು ಮತ್ತೊಮ್ಮೆ ಹೇಳಿ. ಎಂದು ಪದೇ ಪದೇ ಕೇಳಿದರೆ. bbox=[61, 118, 204, 126]
imprint-line-3: 2496520 / 2496521 / 2496526 / 2496527 / 2496528. Fax: 0821-2496525. CITY OFFICES: Visweswaraya Building, III Floor, K.R. CIRCLE, MYSORE-570 001, Ph: 2431774 and No. 114, D. bbox=[6, 1358, 685, 1366]
amrutha-title: ಅಮೃತ ವಾಹಿನಿ.... bbox=[147, 262, 203, 272]
letter-bullet bbox=[58, 849, 65, 856]
letter-4 bbox=[56, 1040, 292, 1310]
